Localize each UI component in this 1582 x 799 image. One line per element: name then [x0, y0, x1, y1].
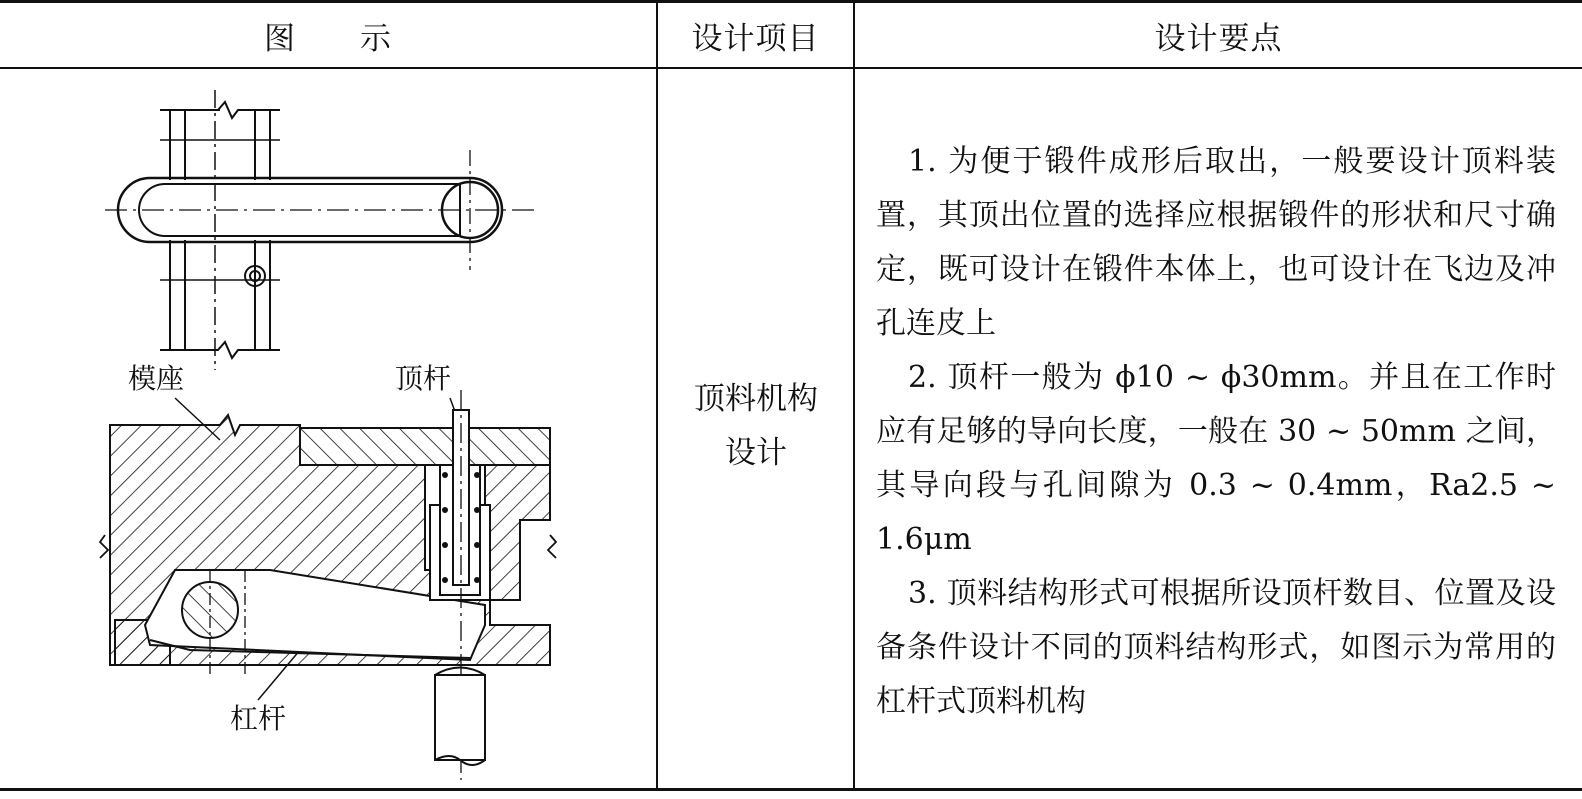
header-figure: 图 示 [264, 20, 392, 57]
design-item-line1: 顶料机构 [694, 381, 818, 417]
design-point-1: 1. 为便于锻件成形后取出，一般要设计顶料装置，其顶出位置的选择应根据锻件的形状和尺寸确定，既可设计在锻件本体上，也可设计在飞边及冲孔连皮上 [876, 144, 1556, 341]
table-bottom-rule [0, 788, 1582, 791]
design-item-cell [657, 372, 855, 480]
label-die-base: 模座 [128, 362, 185, 395]
section-view [100, 390, 556, 780]
label-ejector-rod: 顶杆 [395, 362, 452, 395]
label-lever: 杠杆 [230, 702, 287, 735]
design-points-cell [876, 135, 1556, 729]
header-design-item: 设计项目 [691, 20, 820, 57]
design-point-3: 3. 顶料结构形式可根据所设顶杆数目、位置及设备条件设计不同的顶料结构形式，如图示为常用的杠杆式顶料机构 [876, 576, 1556, 719]
top-view [105, 90, 540, 370]
design-item-line2: 设计 [725, 435, 787, 471]
lever-ejector-figure [90, 80, 580, 780]
design-point-2: 2. 顶杆一般为 ϕ10 ~ ϕ30mm。并且在工作时应有足够的导向长度，一般在 30 ~ 50mm 之间，其导向段与孔间隙为 0.3 ~ 0.4mm，Ra2.5 ~ 1.6μm [876, 360, 1556, 557]
header-design-points: 设计要点 [1154, 20, 1283, 57]
